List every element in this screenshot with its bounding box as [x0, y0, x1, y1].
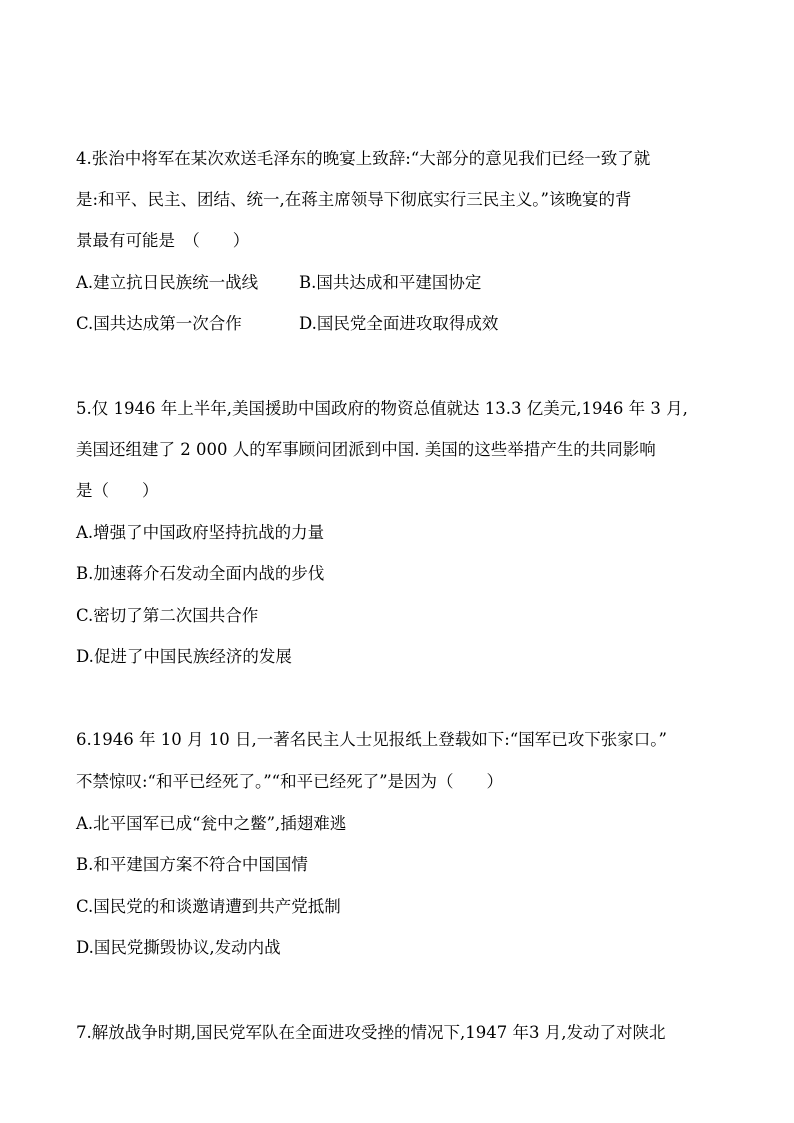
question-5-option-b: B.加速蒋介石发动全面内战的步伐	[76, 564, 325, 583]
question-4-option-b: B.国共达成和平建国协定	[299, 273, 482, 292]
question-4-stem-line-1: 4.张治中将军在某次欢送毛泽东的晚宴上致辞:“大部分的意见我们已经一致了就	[76, 149, 651, 168]
question-5-stem-line-1: 5.仅 1946 年上半年,美国援助中国政府的物资总值就达 13.3 亿美元,1946 年 3 月,	[76, 399, 688, 418]
question-4-stem-line-2: 是:和平、民主、团结、统一,在蒋主席领导下彻底实行三民主义。”该晚宴的背	[76, 190, 632, 209]
question-4-option-d: D.国民党全面进攻取得成效	[299, 314, 499, 333]
question-7-stem-line-1: 7.解放战争时期,国民党军队在全面进攻受挫的情况下,1947 年3 月,发动了对陕北	[76, 1023, 666, 1042]
question-5-stem-line-2: 美国还组建了 2 000 人的军事顾问团派到中国. 美国的这些举措产生的共同影响	[76, 440, 656, 459]
question-6-option-b: B.和平建国方案不符合中国国情	[76, 855, 308, 874]
question-4-stem-line-3: 景最有可能是 （ ）	[76, 231, 250, 250]
question-4-option-a: A.建立抗日民族统一战线	[76, 273, 259, 292]
question-5-option-d: D.促进了中国民族经济的发展	[76, 647, 292, 666]
question-4-option-c: C.国共达成第一次合作	[76, 314, 242, 333]
question-5-stem-line-3: 是（ ）	[76, 481, 159, 500]
question-5-option-a: A.增强了中国政府坚持抗战的力量	[76, 523, 325, 542]
question-6-option-d: D.国民党撕毁协议,发动内战	[76, 938, 281, 957]
question-6-stem-line-2: 不禁惊叹:“和平已经死了。”“和平已经死了”是因为（ ）	[76, 772, 504, 791]
question-6-stem-line-1: 6.1946 年 10 月 10 日,一著名民主人士见报纸上登载如下:“国军已攻下张家口。”	[76, 730, 667, 749]
question-6-option-c: C.国民党的和谈邀请遭到共产党抵制	[76, 897, 341, 916]
question-6-option-a: A.北平国军已成“瓮中之鳖”,插翅难逃	[76, 814, 347, 833]
question-5-option-c: C.密切了第二次国共合作	[76, 606, 259, 625]
